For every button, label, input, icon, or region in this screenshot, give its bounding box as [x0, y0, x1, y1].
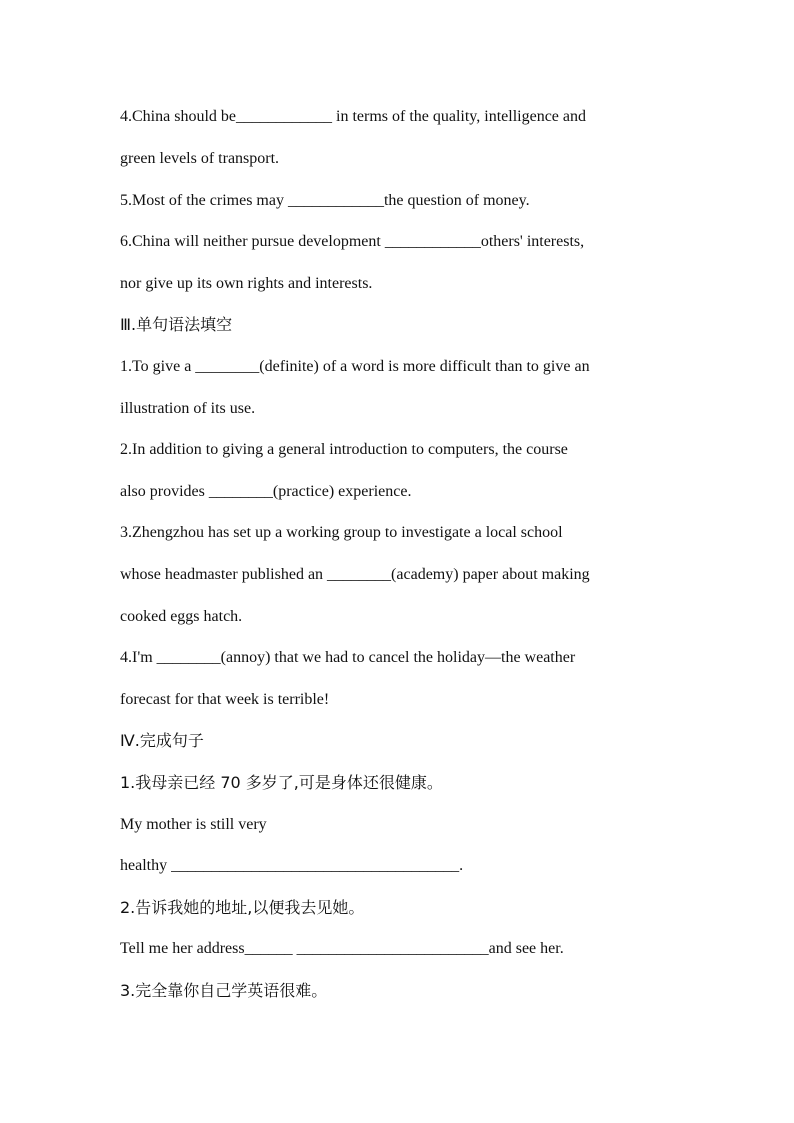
section3-heading: Ⅲ.单句语法填空	[120, 315, 233, 334]
s2-q5: 5.Most of the crimes may ____________the question of money.	[120, 192, 530, 209]
s3-q1-line2: illustration of its use.	[120, 400, 256, 417]
section4-heading: Ⅳ.完成句子	[120, 731, 204, 750]
s4-q3-chinese: 3.完全靠你自己学英语很难。	[120, 981, 328, 1000]
s4-q1-line1: My mother is still very	[120, 816, 267, 833]
s2-q4-line1: 4.China should be____________ in terms of the quality, intelligence and	[120, 108, 586, 125]
s3-q2-line1: 2.In addition to giving a general introduction to computers, the course	[120, 441, 568, 458]
s2-q4-line2: green levels of transport.	[120, 150, 280, 167]
s2-q6-line1: 6.China will neither pursue development ____________others' interests,	[120, 233, 585, 250]
s3-q3-line2: whose headmaster published an ________(academy) paper about making	[120, 566, 590, 583]
s3-q4-line1: 4.I'm ________(annoy) that we had to cancel the holiday—the weather	[120, 649, 576, 666]
s4-q1-chinese: 1.我母亲已经 70 多岁了,可是身体还很健康。	[120, 773, 443, 792]
s3-q2-line2: also provides ________(practice) experience.	[120, 483, 412, 500]
s3-q3-line3: cooked eggs hatch.	[120, 608, 243, 625]
s3-q1-line1: 1.To give a ________(definite) of a word is more difficult than to give an	[120, 358, 590, 375]
s3-q4-line2: forecast for that week is terrible!	[120, 691, 330, 708]
s3-q3-line1: 3.Zhengzhou has set up a working group to investigate a local school	[120, 524, 563, 541]
s4-q2-line1: Tell me her address______ ________________________and see her.	[120, 940, 564, 957]
s2-q6-line2: nor give up its own rights and interests.	[120, 275, 373, 292]
s4-q2-chinese: 2.告诉我她的地址,以便我去见她。	[120, 898, 365, 917]
s4-q1-line2: healthy ____________________________________.	[120, 857, 464, 874]
